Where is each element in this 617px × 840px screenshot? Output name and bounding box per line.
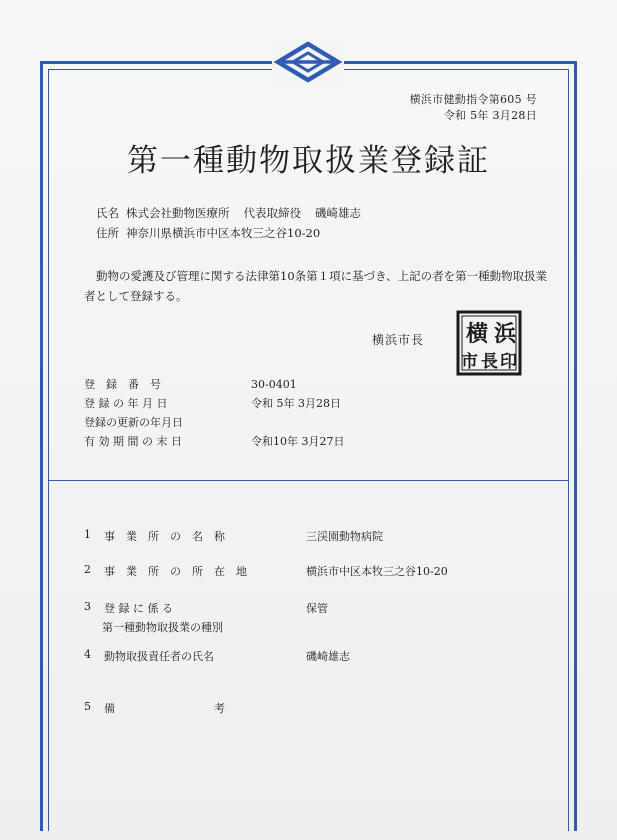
item-number: 1 — [84, 528, 91, 541]
item-responsible-person — [84, 648, 350, 664]
city-emblem-icon — [272, 40, 344, 84]
reg-value: 30-0401 — [251, 378, 297, 391]
section-divider — [48, 480, 569, 481]
item-business-location — [84, 563, 448, 579]
holder-name-row — [96, 204, 361, 224]
item-number: 5 — [84, 700, 91, 713]
document-number: 横浜市健動指令第605 号 — [409, 93, 537, 106]
address-label: 住所 — [96, 225, 119, 240]
item-label: 登 録 に 係 る — [104, 602, 173, 615]
svg-text:市: 市 — [461, 352, 478, 372]
issuer-title: 横浜市長 — [372, 333, 425, 347]
item-label-block — [104, 600, 306, 635]
registration-details — [84, 376, 345, 452]
svg-text:横: 横 — [465, 322, 488, 347]
representative-name: 磯崎雄志 — [315, 206, 361, 220]
item-value: 横浜市中区本牧三之谷10-20 — [306, 565, 448, 578]
item-number: 4 — [84, 648, 91, 661]
item-label: 備 考 — [104, 702, 225, 715]
reg-value: 令和10年 3月27日 — [251, 434, 345, 448]
svg-text:浜: 浜 — [493, 322, 516, 347]
item-number: 3 — [84, 600, 91, 613]
item-label: 動物取扱責任者の氏名 — [104, 650, 214, 663]
reg-row-renewal — [84, 414, 345, 433]
company-name: 株式会社動物医療所 — [126, 206, 230, 220]
item-business-type — [84, 600, 328, 635]
svg-text:長: 長 — [481, 352, 498, 372]
item-value: 磯崎雄志 — [306, 650, 350, 663]
reg-row-number — [84, 376, 345, 395]
document-number-block — [410, 92, 537, 124]
representative-title: 代表取締役 — [243, 206, 301, 220]
reg-label: 登 録 の 年 月 日 — [84, 396, 168, 410]
certificate-statement: 動物の愛護及び管理に関する法律第10条第１項に基づき、上記の者を第一種動物取扱業者として登録する。 — [84, 269, 548, 304]
holder-address-row — [96, 224, 361, 244]
reg-label: 登録の更新の年月日 — [84, 415, 183, 429]
svg-text:印: 印 — [500, 352, 517, 372]
certificate-title: 第一種動物取扱業登録証 — [127, 143, 490, 179]
item-remarks — [84, 700, 306, 716]
reg-value: 令和 5年 3月28日 — [251, 396, 341, 410]
holder-info — [96, 204, 361, 243]
reg-label: 有 効 期 間 の 末 日 — [84, 434, 182, 448]
item-label: 事 業 所 の 名 称 — [104, 530, 225, 543]
item-label: 事 業 所 の 所 在 地 — [104, 565, 247, 578]
document-date: 令和 5年 3月28日 — [443, 108, 537, 122]
mayor-seal-icon — [456, 310, 522, 376]
reg-row-date — [84, 395, 345, 414]
item-value: 三渓園動物病院 — [306, 530, 383, 543]
name-label: 氏名 — [96, 206, 119, 220]
item-label-line2: 第一種動物取扱業の種別 — [102, 621, 223, 634]
reg-label: 登 録 番 号 — [84, 378, 161, 391]
item-value: 保管 — [306, 602, 328, 615]
reg-row-expiry — [84, 433, 345, 452]
address-value: 神奈川県横浜市中区本牧三之谷10-20 — [126, 225, 321, 240]
item-number: 2 — [84, 563, 91, 576]
item-business-name — [84, 528, 383, 544]
